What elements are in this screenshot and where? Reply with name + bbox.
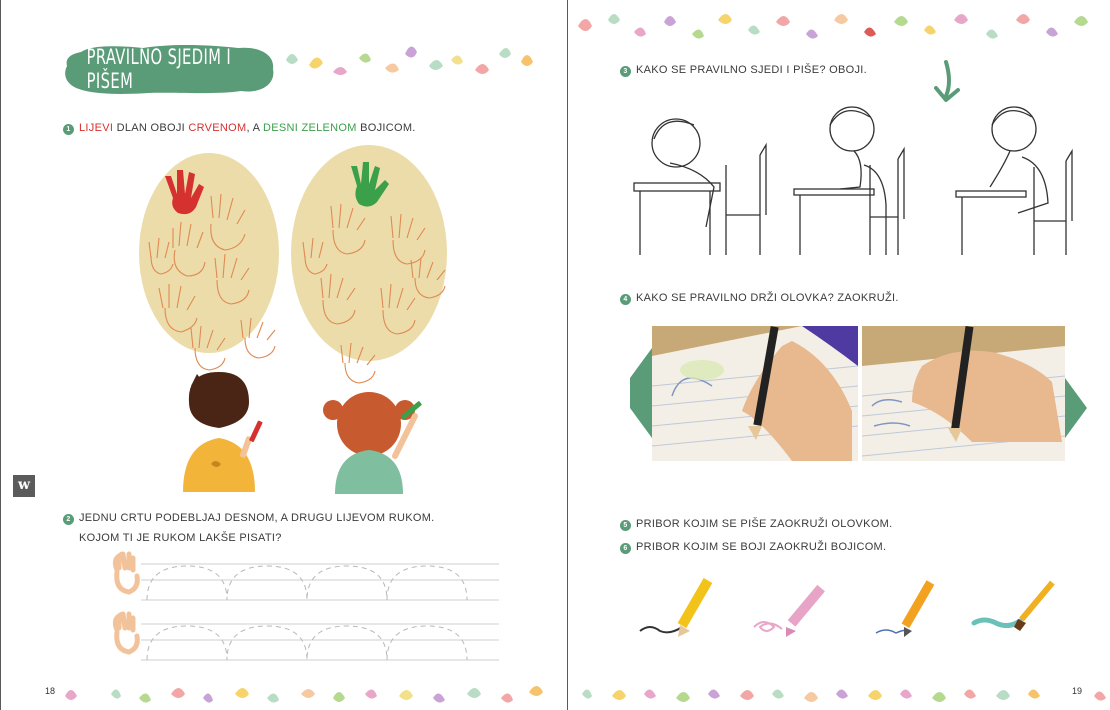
pencil-grip-photo-1[interactable] [652, 326, 858, 461]
task-5-number: 5 [620, 520, 631, 531]
boy-illustration [181, 372, 271, 492]
task-1-text-c: BOJICOM. [356, 122, 416, 134]
bottom-leaf-border-left [21, 682, 551, 706]
tracing-row-right-hand [115, 554, 499, 600]
bottom-leaf-border-right [568, 682, 1110, 706]
tracing-lines [101, 548, 501, 668]
task-6-instruction [620, 541, 886, 554]
arrow-down-icon [934, 60, 964, 106]
task-1-instruction [63, 122, 416, 135]
task-5-text: PRIBOR KOJIM SE PIŠE ZAOKRUŽI OLOVKOM. [636, 518, 893, 530]
writing-tools-row [634, 575, 1074, 645]
task-4-text: KAKO SE PRAVILNO DRŽI OLOVKA? ZAOKRUŽI. [636, 292, 899, 304]
right-side-marker [1065, 378, 1089, 468]
page-title: PRAVILNO SJEDIM I PIŠEM [86, 45, 232, 93]
task-1-left: LIJEVI [79, 122, 114, 134]
task-1-text-a: DLAN OBOJI [113, 122, 189, 134]
right-page [567, 0, 1110, 710]
task-1-number: 1 [63, 124, 74, 135]
paintbrush-icon[interactable] [974, 581, 1055, 631]
pencil-grip-photo-2[interactable] [862, 326, 1065, 461]
task-3-text: KAKO SE PRAVILNO SJEDI I PIŠE? OBOJI. [636, 64, 867, 76]
task-4-instruction [620, 292, 899, 305]
left-side-marker [630, 348, 654, 438]
posture-drawing-1 [634, 119, 766, 255]
girl-illustration [319, 384, 429, 494]
title-banner [63, 42, 278, 96]
tracing-row-left-hand [115, 614, 499, 660]
task-2-line-1: JEDNU CRTU PODEBLJAJ DESNOM, A DRUGU LIJEVOM RUKOM. [79, 512, 435, 524]
task-6-text: PRIBOR KOJIM SE BOJI ZAOKRUŽI BOJICOM. [636, 541, 887, 553]
task-2-instruction [63, 512, 435, 525]
page-number-right: 19 [1072, 686, 1083, 696]
task-1-text-b: , A [246, 122, 263, 134]
task-1-red: CRVENOM [188, 122, 247, 134]
pencil-icon[interactable] [640, 578, 712, 637]
task-3-instruction [620, 64, 867, 77]
page-number-left: 18 [45, 686, 56, 696]
sitting-posture-drawings [630, 105, 1100, 265]
task-2-question: KOJOM TI JE RUKOM LAKŠE PISATI? [79, 532, 282, 544]
pen-icon[interactable] [876, 580, 934, 637]
publisher-logo: w [13, 475, 35, 497]
posture-drawing-3 [956, 107, 1072, 255]
task-1-right-green: DESNI ZELENOM [262, 122, 357, 134]
task-4-number: 4 [620, 294, 631, 305]
task-6-number: 6 [620, 543, 631, 554]
top-leaf-border-right [568, 0, 1110, 50]
task-5-instruction [620, 518, 893, 531]
task-3-number: 3 [620, 66, 631, 77]
posture-drawing-2 [794, 107, 904, 255]
colored-pencil-icon[interactable] [754, 585, 825, 637]
task-2-number: 2 [63, 514, 74, 525]
left-oval [139, 153, 279, 353]
leaf-decoration [281, 30, 541, 90]
